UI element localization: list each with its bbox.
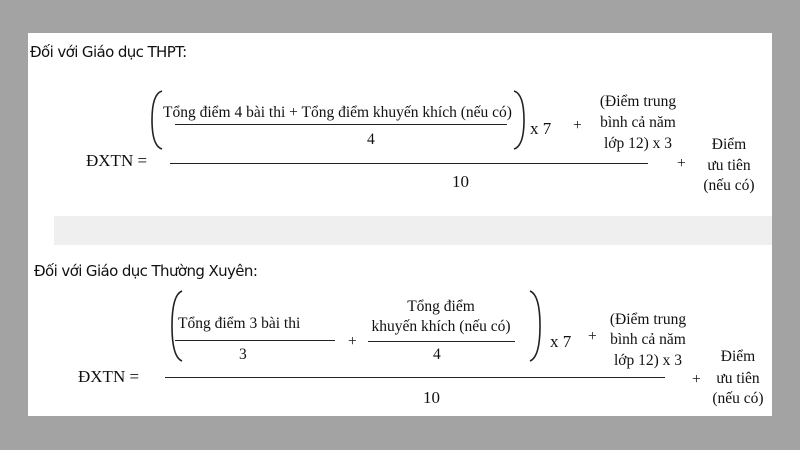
- priority-line-3: (nếu có): [703, 177, 755, 194]
- separator-band: [54, 216, 772, 245]
- priority-line-3: (nếu có): [712, 390, 764, 407]
- section-heading: Đối với Giáo dục THPT:: [30, 43, 187, 61]
- fraction-line: [175, 124, 507, 125]
- dxtn-label: ĐXTN =: [78, 367, 140, 386]
- priority-line-2: ưu tiên: [716, 370, 760, 387]
- plus-sign: +: [677, 155, 686, 172]
- frac1-numerator: Tổng điểm 3 bài thi: [178, 315, 301, 332]
- priority-line-1: Điểm: [711, 136, 747, 153]
- avg-line-1: (Điểm trung: [599, 93, 677, 110]
- plus-sign: +: [588, 328, 597, 345]
- right-paren: [512, 90, 526, 150]
- plus-sign: +: [692, 371, 701, 388]
- avg-line-2: bình cả năm: [600, 114, 676, 131]
- fraction-line: [368, 341, 515, 342]
- avg-line-1: (Điểm trung: [609, 311, 687, 328]
- avg-line-3: lớp 12) x 3: [603, 135, 673, 152]
- dxtn-label: ĐXTN =: [86, 151, 148, 170]
- inner-numerator: Tổng điểm 4 bài thi + Tổng điểm khuyến khích (nếu có): [163, 104, 512, 121]
- denominator: 10: [452, 172, 469, 191]
- denominator: 10: [423, 388, 440, 407]
- frac1-denominator: 3: [239, 346, 247, 363]
- left-paren: [150, 90, 164, 150]
- avg-line-2: bình cả năm: [610, 331, 686, 348]
- fraction-line: [175, 340, 335, 341]
- plus-sign: +: [573, 117, 582, 134]
- right-paren: [528, 290, 542, 362]
- frac2-denominator: 4: [433, 346, 441, 363]
- frac2-numerator-line-1: Tổng điểm: [407, 298, 475, 315]
- times-seven: x 7: [530, 119, 552, 138]
- times-seven: x 7: [550, 332, 572, 351]
- frac2-numerator-line-2: khuyến khích (nếu có): [371, 318, 511, 335]
- priority-line-1: Điểm: [720, 348, 756, 365]
- main-fraction-line: [170, 163, 648, 164]
- plus-sign: +: [348, 333, 357, 350]
- avg-line-3: lớp 12) x 3: [613, 352, 683, 369]
- main-fraction-line: [165, 377, 665, 378]
- section-heading: Đối với Giáo dục Thường Xuyên:: [34, 262, 258, 280]
- inner-denominator: 4: [367, 131, 375, 148]
- priority-line-2: ưu tiên: [707, 157, 751, 174]
